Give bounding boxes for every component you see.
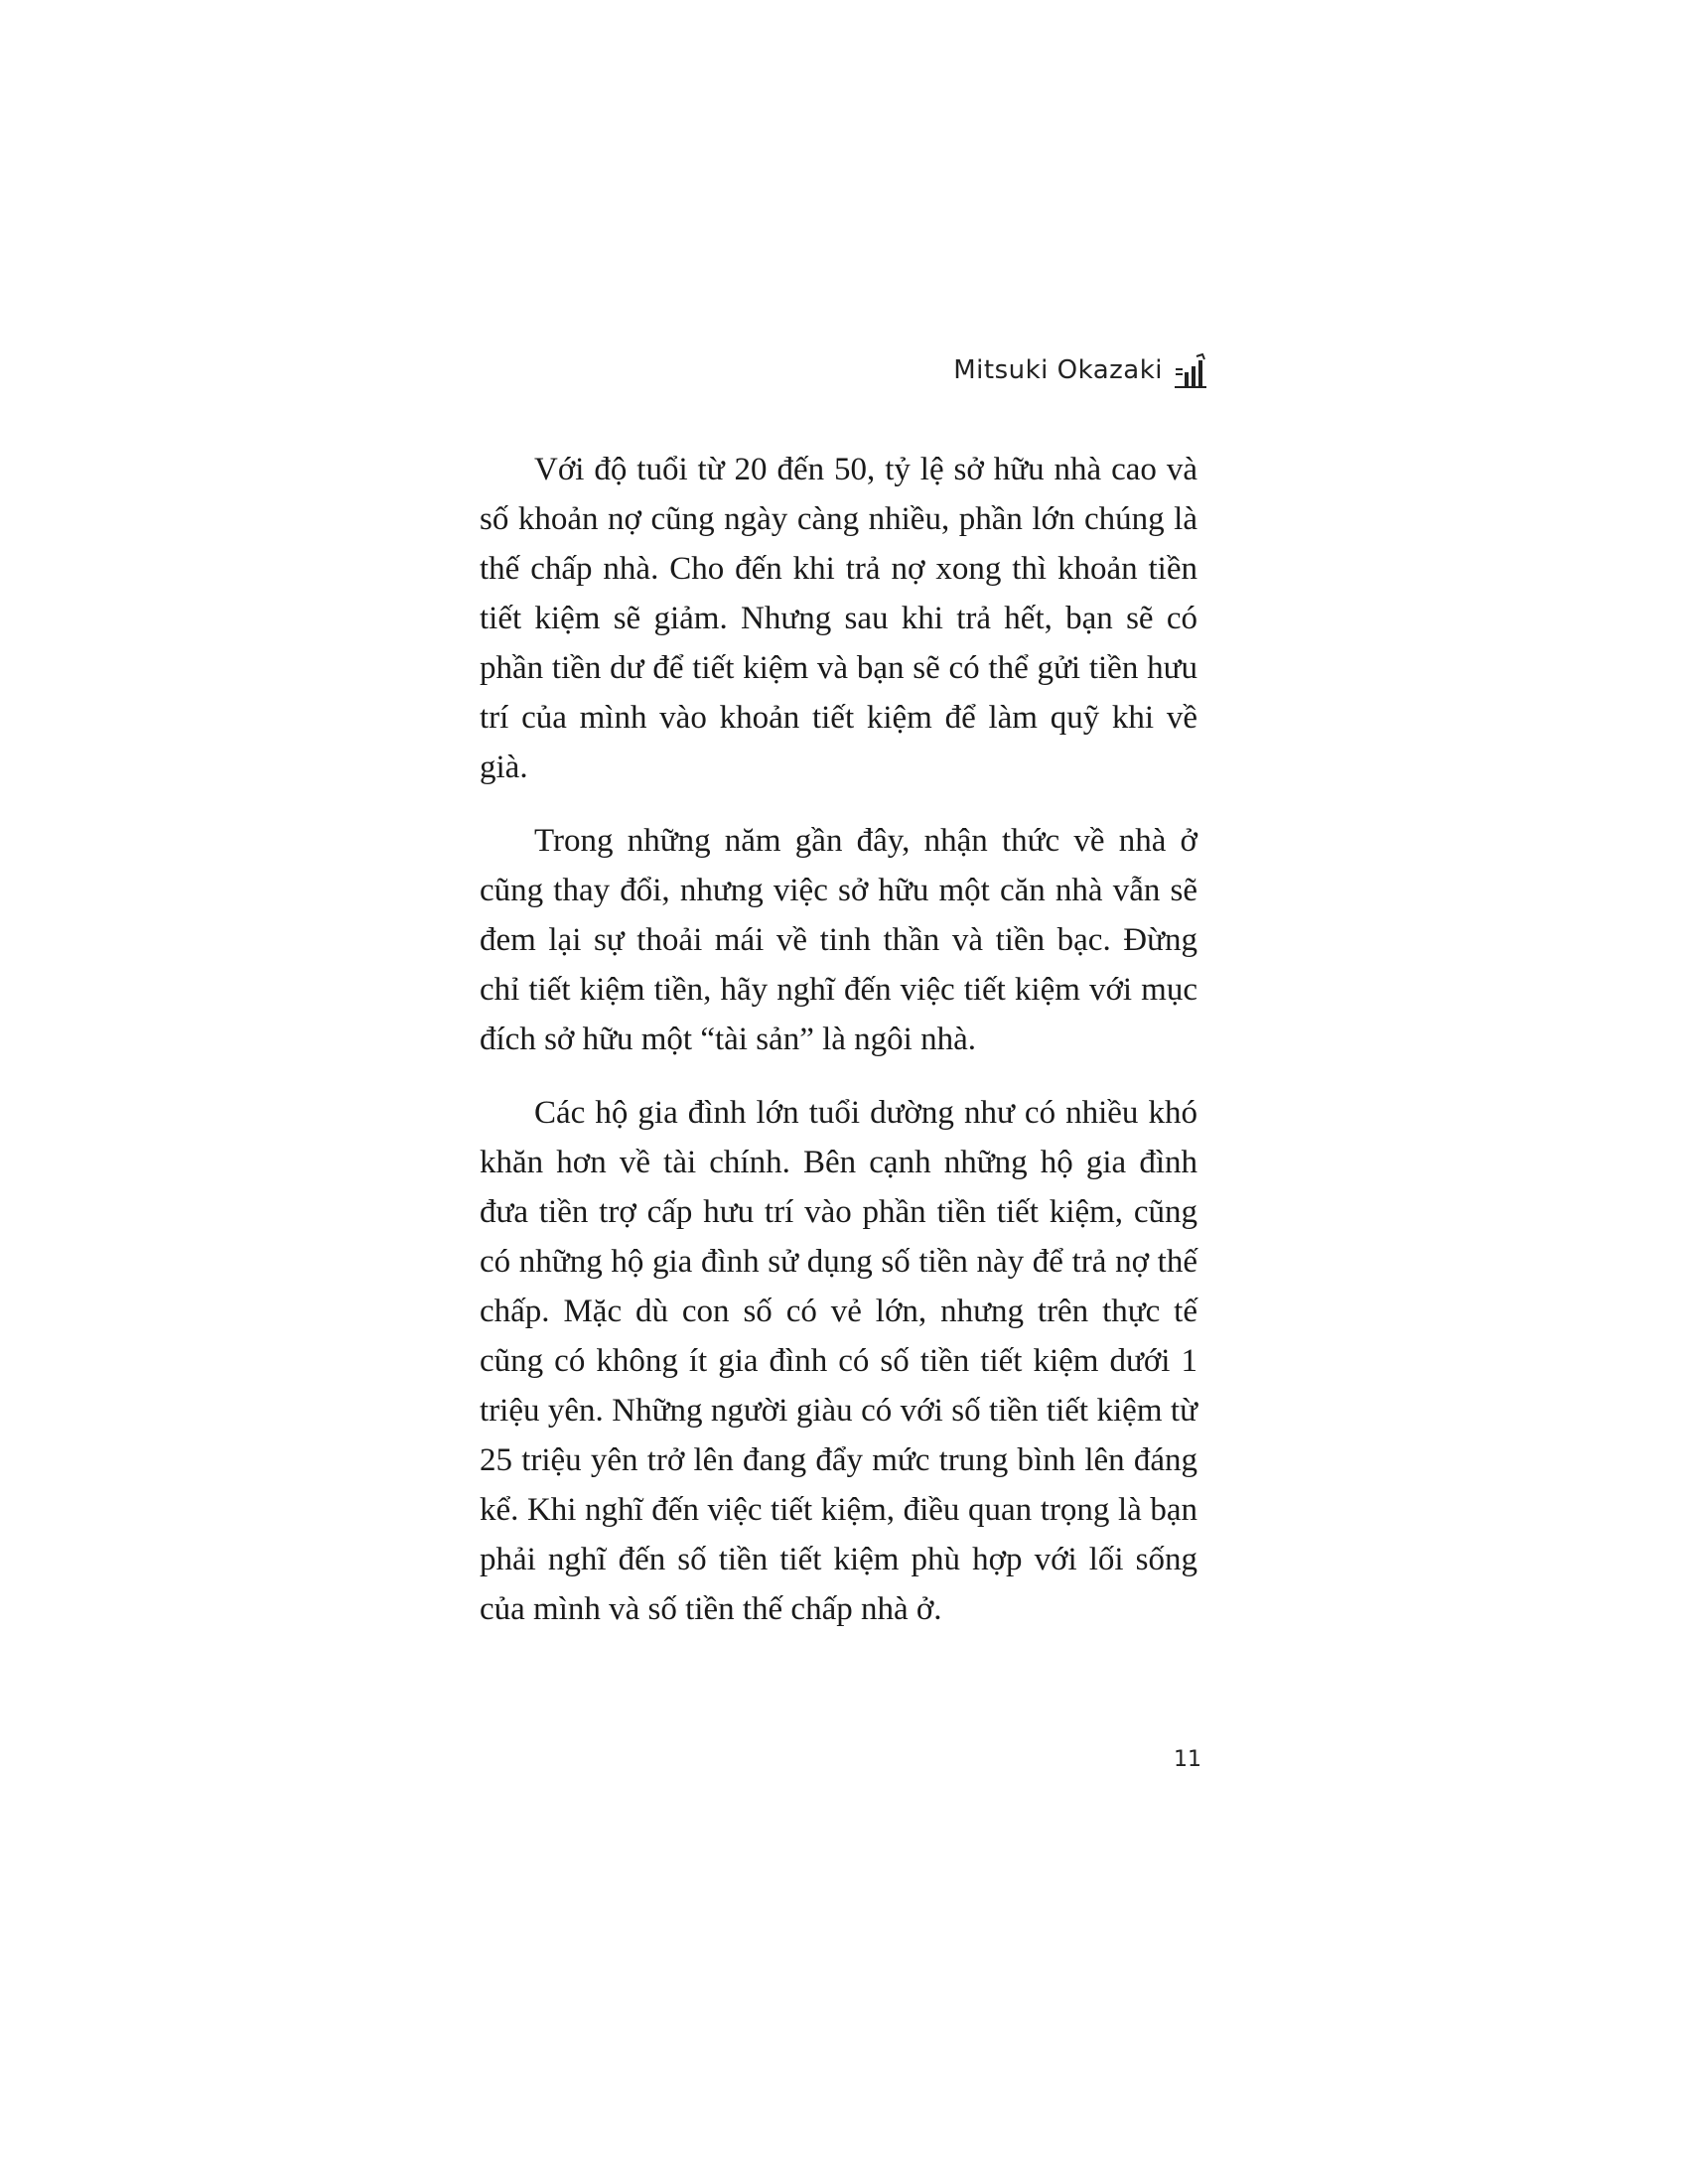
running-header — [953, 352, 1206, 388]
body-text — [480, 445, 1197, 1658]
bar-chart-icon — [1175, 352, 1206, 388]
author-name: Mitsuki Okazaki — [953, 355, 1163, 385]
page-number: 11 — [1174, 1747, 1201, 1772]
paragraph: Trong những năm gần đây, nhận thức về nhà ở cũng thay đổi, nhưng việc sở hữu một căn nhà vẫn sẽ đem lại sự thoải mái về tinh thần và tiền bạc. Đừng chỉ tiết kiệm tiền, hãy nghĩ đến việc tiết kiệm với mục đích sở hữu một “tài sản” là ngôi nhà. — [480, 823, 1197, 1057]
paragraph: Các hộ gia đình lớn tuổi dường như có nhiều khó khăn hơn về tài chính. Bên cạnh những hộ gia đình đưa tiền trợ cấp hưu trí vào phần tiền tiết kiệm, cũng có những hộ gia đình sử dụng số tiền này để trả nợ thế chấp. Mặc dù con số có vẻ lớn, nhưng trên thực tế cũng có không ít gia đình có số tiền tiết kiệm dưới 1 triệu yên. Những người giàu có với số tiền tiết kiệm từ 25 triệu yên trở lên đang đẩy mức trung bình lên đáng kể. Khi nghĩ đến việc tiết kiệm, điều quan trọng là bạn phải nghĩ đến số tiền tiết kiệm phù hợp với lối sống của mình và số tiền thế chấp nhà ở. — [480, 1095, 1197, 1627]
paragraph: Với độ tuổi từ 20 đến 50, tỷ lệ sở hữu nhà cao và số khoản nợ cũng ngày càng nhiều, phần lớn chúng là thế chấp nhà. Cho đến khi trả nợ xong thì khoản tiền tiết kiệm sẽ giảm. Nhưng sau khi trả hết, bạn sẽ có phần tiền dư để tiết kiệm và bạn sẽ có thể gửi tiền hưu trí của mình vào khoản tiết kiệm để làm quỹ khi về già. — [480, 452, 1197, 785]
